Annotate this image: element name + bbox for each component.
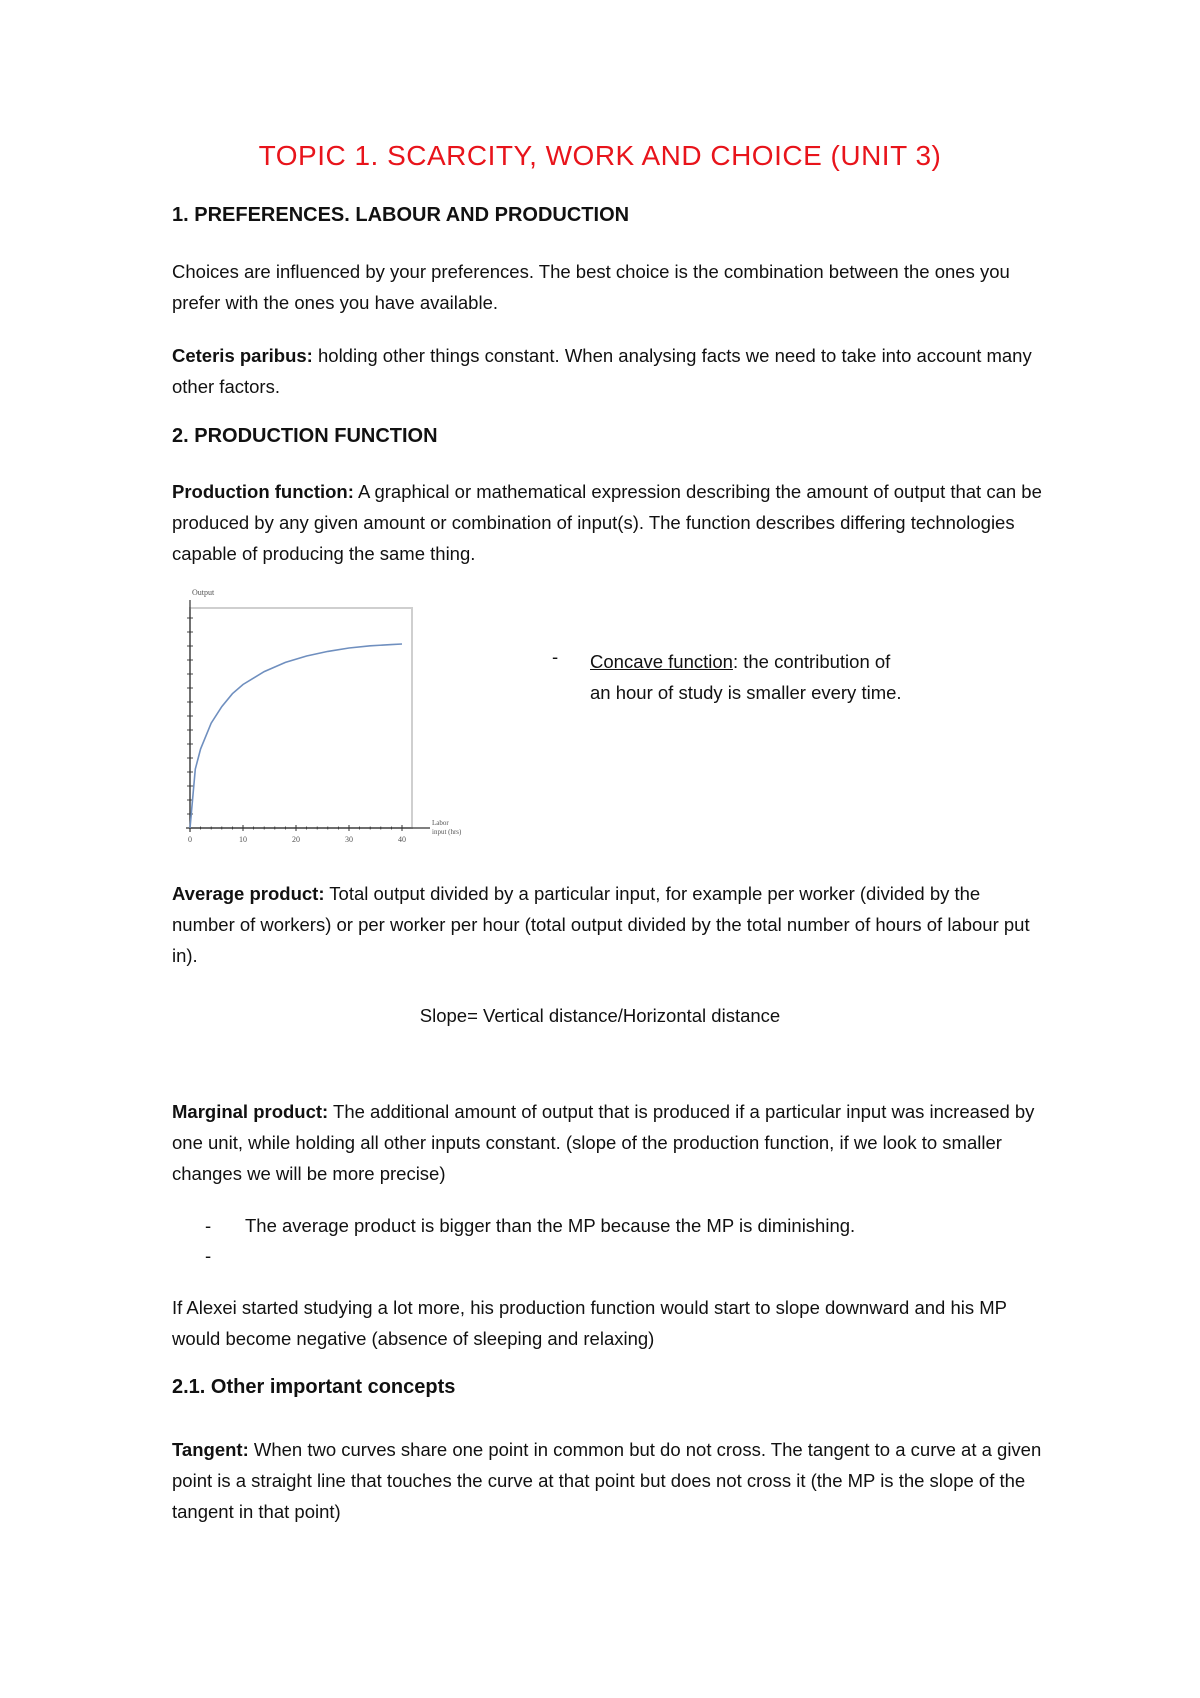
term-ceteris-paribus: Ceteris paribus: bbox=[172, 345, 313, 366]
paragraph-marginal-product bbox=[172, 1096, 1042, 1189]
section-heading-preferences: 1. PREFERENCES. LABOUR AND PRODUCTION bbox=[172, 204, 630, 226]
production-function-text: A graphical or mathematical expression describing the amount of output that can be produced by any given amount or combination of input(s). The function describes differing technologies capable of producing the same thing. bbox=[172, 481, 1042, 564]
bullet-average-vs-mp: The average product is bigger than the MP because the MP is diminishing. bbox=[245, 1215, 856, 1236]
marginal-product-text: The additional amount of output that is produced if a particular input was increased by one unit, while holding all other inputs constant. (slope of the production function, if we look to smaller changes we will be more precise) bbox=[172, 1101, 1035, 1184]
paragraph-tangent bbox=[172, 1434, 1042, 1527]
x-tick-label: 40 bbox=[398, 835, 406, 844]
term-concave-function: Concave function bbox=[590, 651, 733, 672]
production-function-chart bbox=[170, 580, 510, 860]
concave-function-note bbox=[590, 646, 910, 708]
bullet-dash-1: - bbox=[205, 1215, 212, 1236]
slope-formula: Slope= Vertical distance/Horizontal distance bbox=[419, 1005, 781, 1026]
x-tick-label: 0 bbox=[188, 835, 192, 844]
paragraph-choices: Choices are influenced by your preferences. The best choice is the combination between the ones you prefer with the ones you have available. bbox=[172, 261, 1010, 313]
x-tick-label: 20 bbox=[292, 835, 300, 844]
term-marginal-product: Marginal product: bbox=[172, 1101, 329, 1122]
chart-plot-frame bbox=[190, 608, 412, 828]
bullet-dash-2: - bbox=[205, 1245, 212, 1266]
chart-ylabel: Output bbox=[192, 588, 215, 597]
ceteris-paribus-text: holding other things constant. When analysing facts we need to take into account many other factors. bbox=[172, 345, 1032, 397]
term-tangent: Tangent: bbox=[172, 1439, 249, 1460]
paragraph-average-product bbox=[172, 878, 1042, 971]
paragraph-alexei: If Alexei started studying a lot more, his production function would start to slope downward and his MP would become negative (absence of sleeping and relaxing) bbox=[172, 1297, 1007, 1349]
tangent-text: When two curves share one point in common but do not cross. The tangent to a curve at a given point is a straight line that touches the curve at that point but does not cross it (the MP is the slope of the tangent in that point) bbox=[172, 1439, 1042, 1522]
paragraph-production-function bbox=[172, 476, 1042, 569]
average-product-text: Total output divided by a particular input, for example per worker (divided by the number of workers) or per worker per hour (total output divided by the total number of hours of labour put in). bbox=[172, 883, 1030, 966]
page-title: TOPIC 1. SCARCITY, WORK AND CHOICE (UNIT 3) bbox=[258, 140, 942, 171]
paragraph-ceteris-paribus bbox=[172, 340, 1042, 402]
x-tick-label: 30 bbox=[345, 835, 353, 844]
concave-function-text: : the contribution of an hour of study is smaller every time. bbox=[590, 651, 902, 703]
section-heading-production-function: 2. PRODUCTION FUNCTION bbox=[172, 425, 438, 447]
section-heading-other-concepts: 2.1. Other important concepts bbox=[172, 1376, 456, 1398]
chart-xlabel: Labor input (hrs) bbox=[432, 819, 462, 836]
concave-bullet-dash: - bbox=[552, 646, 559, 667]
term-production-function: Production function: bbox=[172, 481, 354, 502]
term-average-product: Average product: bbox=[172, 883, 325, 904]
x-tick-label: 10 bbox=[239, 835, 247, 844]
